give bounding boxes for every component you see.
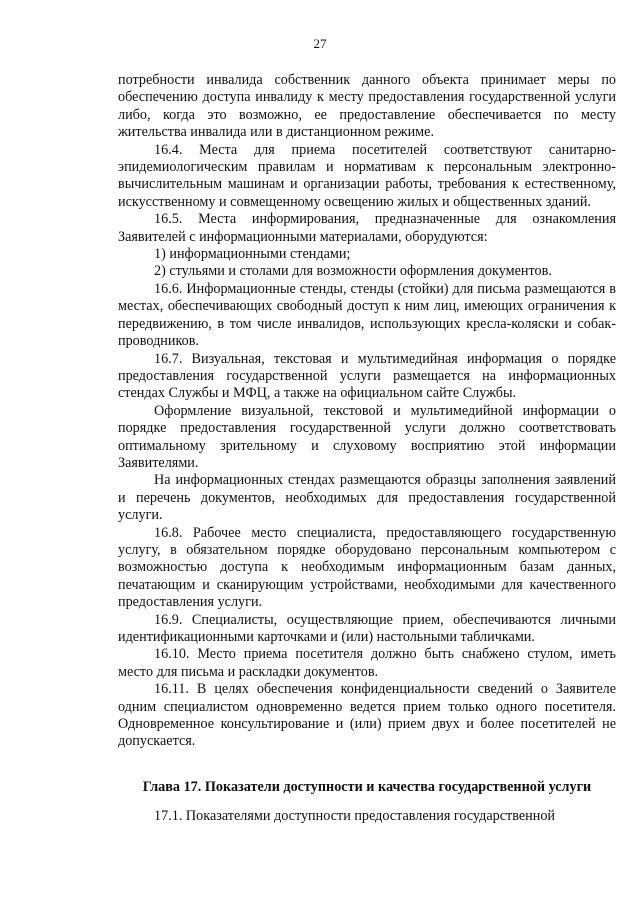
list-item-1: 1) информационными стендами; (154, 246, 351, 263)
page-number: 27 (313, 36, 327, 51)
list-item-2: 2) стульями и столами для возможности оформления документов. (154, 263, 552, 280)
paragraph-16-9: 16.9. Специалисты, осуществляющие прием, обеспечиваются личными идентификационными карточками и (или) настольными табличками. (118, 611, 616, 645)
paragraph-17-1: 17.1. Показателями доступности предоставления государственной (154, 808, 556, 825)
page-content (118, 72, 616, 826)
paragraph-16-7: 16.7. Визуальная, текстовая и мультимедийная информация о порядке предоставления государственной услуги размещается на информационных стендах Службы и МФЦ, а также на официальном сайте Службы. (118, 350, 616, 402)
paragraph-16-5: 16.5. Места информирования, предназначенные для ознакомления Заявителей с информационными материалами, оборудуются: (118, 211, 616, 245)
paragraph-design: Оформление визуальной, текстовой и мультимедийной информации о порядке предоставления государственной услуги должно соответствовать оптимальному зрительному и слуховому восприятию этой информации Заявителями. (118, 402, 616, 471)
paragraph-16-10: 16.10. Место приема посетителя должно быть снабжено стулом, иметь место для письма и раскладки документов. (118, 646, 616, 680)
paragraph-16-11: 16.11. В целях обеспечения конфиденциальности сведений о Заявителе одним специалистом одновременно ведется прием только одного посетителя. Одновременное консультирование и (или) прием двух и более посетителей не допускается. (118, 681, 616, 750)
paragraph-continuation: потребности инвалида собственник данного объекта принимает меры по обеспечению доступа инвалиду к месту предоставления государственной услуги либо, когда это возможно, ее предоставление обеспечивается по месту жительства инвалида или в дистанционном режиме. (118, 72, 616, 141)
paragraph-16-4: 16.4. Места для приема посетителей соответствуют санитарно-эпидемиологическим правилам и нормативам к персональным электронно-вычислительным машинам и организации работы, требования к естественному, искусственному и совмещенному освещению жилых и общественных зданий. (118, 141, 616, 210)
paragraph-stands: На информационных стендах размещаются образцы заполнения заявлений и перечень документов, необходимых для предоставления государственной услуги. (118, 472, 616, 524)
chapter-heading: Глава 17. Показатели доступности и качества государственной услуги (142, 778, 592, 795)
paragraph-16-6: 16.6. Информационные стенды, стенды (стойки) для письма размещаются в местах, обеспечивающих свободный доступ к ним лиц, имеющих ограничения к передвижению, в том числе инвалидов, использующих кресла-коляски и собак-проводников. (118, 280, 616, 350)
paragraph-16-8: 16.8. Рабочее место специалиста, предоставляющего государственную услугу, в обязательном порядке оборудовано персональным компьютером с возможностью доступа к необходимым информационным базам данных, печатающим и сканирующим устройствами, необходимыми для качественного предоставления услуги. (118, 524, 616, 611)
